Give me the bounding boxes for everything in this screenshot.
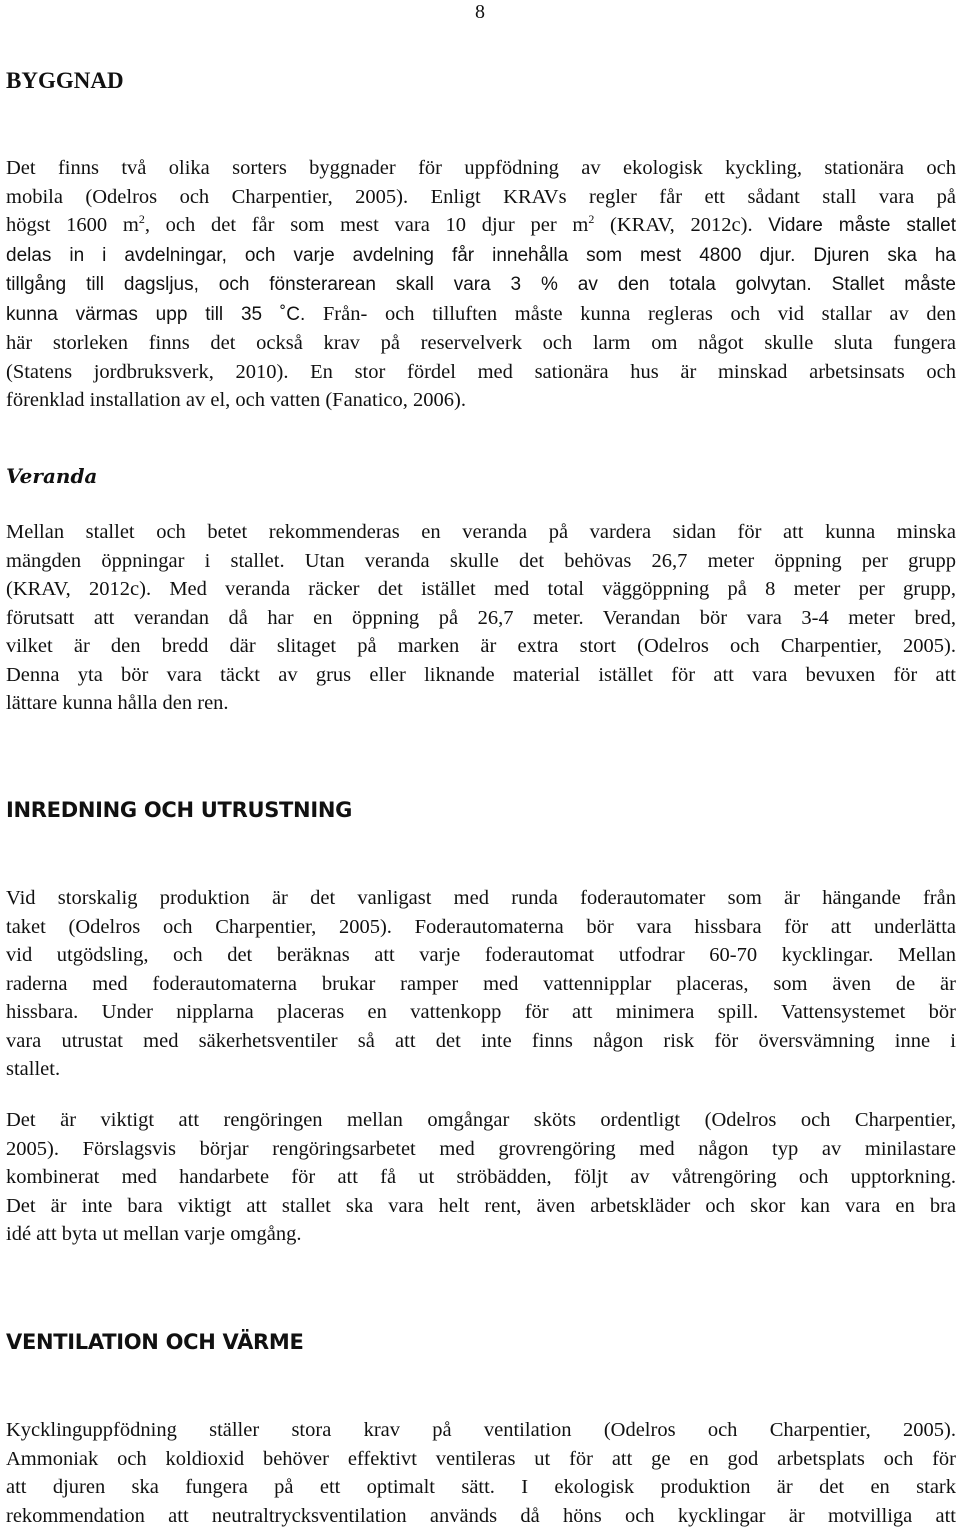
- text-line: mobila (Odelros och Charpentier, 2005). Enligt KRAVs regler får ett sådant stall vara på: [6, 185, 956, 208]
- text-line: lättare kunna hålla den ren.: [6, 692, 229, 714]
- text-line: (KRAV, 2012c). Med veranda räcker det istället med total väggöppning på 8 meter per grupp,: [6, 578, 956, 600]
- paragraph-inredning-1: [6, 884, 956, 1084]
- text-line: Det är viktigt att rengöringen mellan omgångar sköts ordentligt (Odelros och Charpentier,: [6, 1109, 956, 1131]
- section-heading-veranda: Veranda: [6, 464, 98, 488]
- text-line: förenklad installation av el, och vatten (Fanatico, 2006).: [6, 389, 466, 411]
- superscript: 2: [138, 212, 145, 227]
- text-fragment: Från- och tilluften måste kunna regleras och vid stallar av den: [305, 302, 956, 325]
- paragraph-inredning-2: [6, 1106, 956, 1249]
- text-line: [6, 358, 956, 387]
- section-heading-inredning: INREDNING OCH UTRUSTNING: [6, 798, 353, 822]
- text-line: Denna yta bör vara täckt av grus eller liknande material istället för att vara bevuxen för att: [6, 663, 956, 686]
- paragraph-byggnad: [6, 154, 956, 415]
- text-line: mängden öppningar i stallet. Utan veranda skulle det behövas 26,7 meter öppning per grupp: [6, 549, 956, 572]
- text-line: raderna med foderautomaterna brukar ramper med vattennipplar placeras, som även de är: [6, 972, 956, 995]
- superscript: 2: [588, 212, 595, 227]
- text-line: [6, 300, 956, 330]
- text-fragment: Stallet måste: [811, 274, 957, 295]
- text-line: [6, 241, 956, 271]
- text-line: Det är inte bara viktigt att stallet ska vara helt rent, även arbetskläder och skor kan vara en bra: [6, 1194, 956, 1217]
- page-number: 8: [475, 1, 485, 23]
- text-line: Mellan stallet och betet rekommenderas en veranda på vardera sidan för att kunna minska: [6, 521, 956, 543]
- paragraph-veranda: [6, 518, 956, 718]
- text-fragment: kunna värmas upp till 35 ˚C.: [6, 303, 306, 325]
- text-line: Ammoniak och koldioxid behöver effektivt ventileras ut för att ge en god arbetsplats och för: [6, 1447, 956, 1470]
- text-line: vid utgödsling, och det beräknas att varje foderautomat utfodrar 60-70 kycklingar. Mellan: [6, 944, 956, 966]
- text-line: 2005). Förslagsvis börjar rengöringsarbetet med grovrengöring med någon typ av minilastare: [6, 1137, 956, 1160]
- text-fragment: , och det får som mest vara 10 djur per m: [144, 214, 589, 236]
- text-line: vara utrustat med säkerhetsventiler så att det inte finns någon risk för översvämning inne i: [6, 1029, 956, 1052]
- text-line: förutsatt att verandan då har en öppning på 26,7 meter. Verandan bör vara 3-4 meter bred,: [6, 606, 956, 629]
- text-fragment: (KRAV, 2012c).: [594, 214, 769, 236]
- text-fragment: En stor fördel med sationära hus är minskad arbetsinsats och: [288, 360, 957, 383]
- paragraph-ventilation: [6, 1416, 956, 1530]
- text-fragment: tillgång till dagsljus, och fönsterarean skall vara 3 % av den totala golvytan.: [6, 274, 812, 295]
- text-line: [6, 270, 956, 300]
- text-fragment: delas in i avdelningar, och varje avdelning får innehålla som mest 4800 djur.: [6, 244, 796, 266]
- text-fragment: Vidare måste stallet: [768, 215, 956, 236]
- text-line: kombinerat med handarbete för att få ut ströbädden, följt av våtrengöring och upptorkning.: [6, 1166, 956, 1188]
- text-line: vilket är den bredd där slitaget på marken är extra stort (Odelros och Charpentier, 2005).: [6, 635, 956, 657]
- text-line: att djuren ska fungera på ett optimalt sätt. I ekologisk produktion är det en stark: [6, 1476, 956, 1498]
- text-line: Kycklinguppfödning ställer stora krav på ventilation (Odelros och Charpentier, 2005).: [6, 1419, 956, 1441]
- text-line: hissbara. Under nipplarna placeras en vattenkopp för att minimera spill. Vattensystemet bör: [6, 1001, 956, 1023]
- text-line: stallet.: [6, 1058, 61, 1080]
- text-line: här storleken finns det också krav på reservelverk och larm om något skulle sluta fungera: [6, 332, 956, 354]
- section-heading-byggnad: BYGGNAD: [6, 68, 124, 93]
- text-fragment: Djuren ska ha: [795, 244, 957, 266]
- section-heading-ventilation: VENTILATION OCH VÄRME: [6, 1330, 304, 1354]
- text-fragment: (Statens jordbruksverk, 2010).: [6, 360, 289, 383]
- text-line: rekommendation att neutraltrycksventilation används då höns och kycklingar är motvilliga att: [6, 1504, 956, 1527]
- text-line: Det finns två olika sorters byggnader för uppfödning av ekologisk kyckling, stationära och: [6, 157, 956, 179]
- text-line: idé att byta ut mellan varje omgång.: [6, 1223, 302, 1245]
- text-fragment: högst 1600 m: [6, 214, 139, 236]
- text-line: [6, 211, 956, 241]
- text-line: Vid storskalig produktion är det vanligast med runda foderautomater som är hängande från: [6, 887, 956, 909]
- text-line: taket (Odelros och Charpentier, 2005). Foderautomaterna bör vara hissbara för att underlätta: [6, 915, 956, 938]
